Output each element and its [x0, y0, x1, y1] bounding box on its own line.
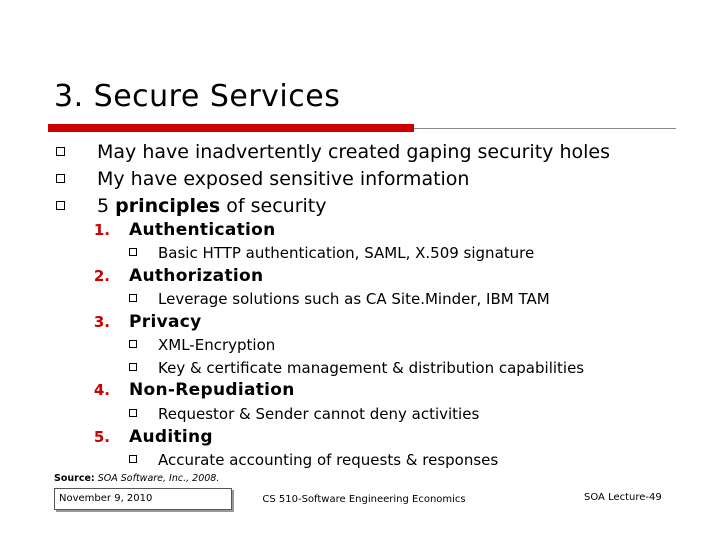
bullet-box-icon [129, 340, 137, 348]
bullet-text-pre: 5 [97, 195, 116, 217]
slide-title: 3. Secure Services [54, 79, 341, 114]
source-label: Source: [54, 473, 95, 484]
principle-heading: Authentication [129, 220, 276, 240]
principle-number: 5. [93, 428, 110, 446]
bullet-box-icon [129, 409, 137, 417]
bullet-box-icon [56, 147, 65, 156]
footer-course: CS 510-Software Engineering Economics [262, 494, 466, 505]
principle-detail: Key & certificate management & distribution capabilities [158, 359, 585, 377]
source-note [54, 473, 219, 485]
principle-heading: Authorization [129, 266, 264, 286]
footer-date: November 9, 2010 [54, 488, 232, 510]
bullet-box-icon [129, 294, 137, 302]
bullet-text: May have inadvertently created gaping security holes [97, 141, 610, 163]
principle-detail: XML-Encryption [158, 336, 276, 354]
bullet-text: My have exposed sensitive information [97, 168, 470, 190]
source-text: SOA Software, Inc., 2008. [97, 473, 220, 484]
bullet-box-icon [129, 455, 137, 463]
bullet-box-icon [129, 363, 137, 371]
bullet-text-post: of security [220, 195, 327, 217]
principle-number: 4. [93, 381, 110, 399]
principle-number: 1. [93, 221, 110, 239]
principle-detail: Accurate accounting of requests & responses [158, 451, 499, 469]
principle-heading: Auditing [129, 427, 213, 447]
principle-detail: Leverage solutions such as CA Site.Minder, IBM TAM [158, 290, 550, 308]
bullet-text-bold: principles [115, 195, 221, 217]
principle-number: 2. [93, 267, 110, 285]
title-rule-accent [48, 124, 414, 132]
principle-detail: Requestor & Sender cannot deny activities [158, 405, 480, 423]
bullet-box-icon [56, 174, 65, 183]
principle-heading: Privacy [129, 312, 202, 332]
bullet-box-icon [56, 201, 65, 210]
principle-detail: Basic HTTP authentication, SAML, X.509 signature [158, 244, 535, 262]
principle-heading: Non-Repudiation [129, 380, 295, 400]
bullet-text [97, 194, 327, 218]
principle-number: 3. [93, 313, 110, 331]
title-rule-line [414, 128, 676, 129]
footer-slide-number: SOA Lecture-49 [584, 492, 662, 503]
bullet-box-icon [129, 248, 137, 256]
